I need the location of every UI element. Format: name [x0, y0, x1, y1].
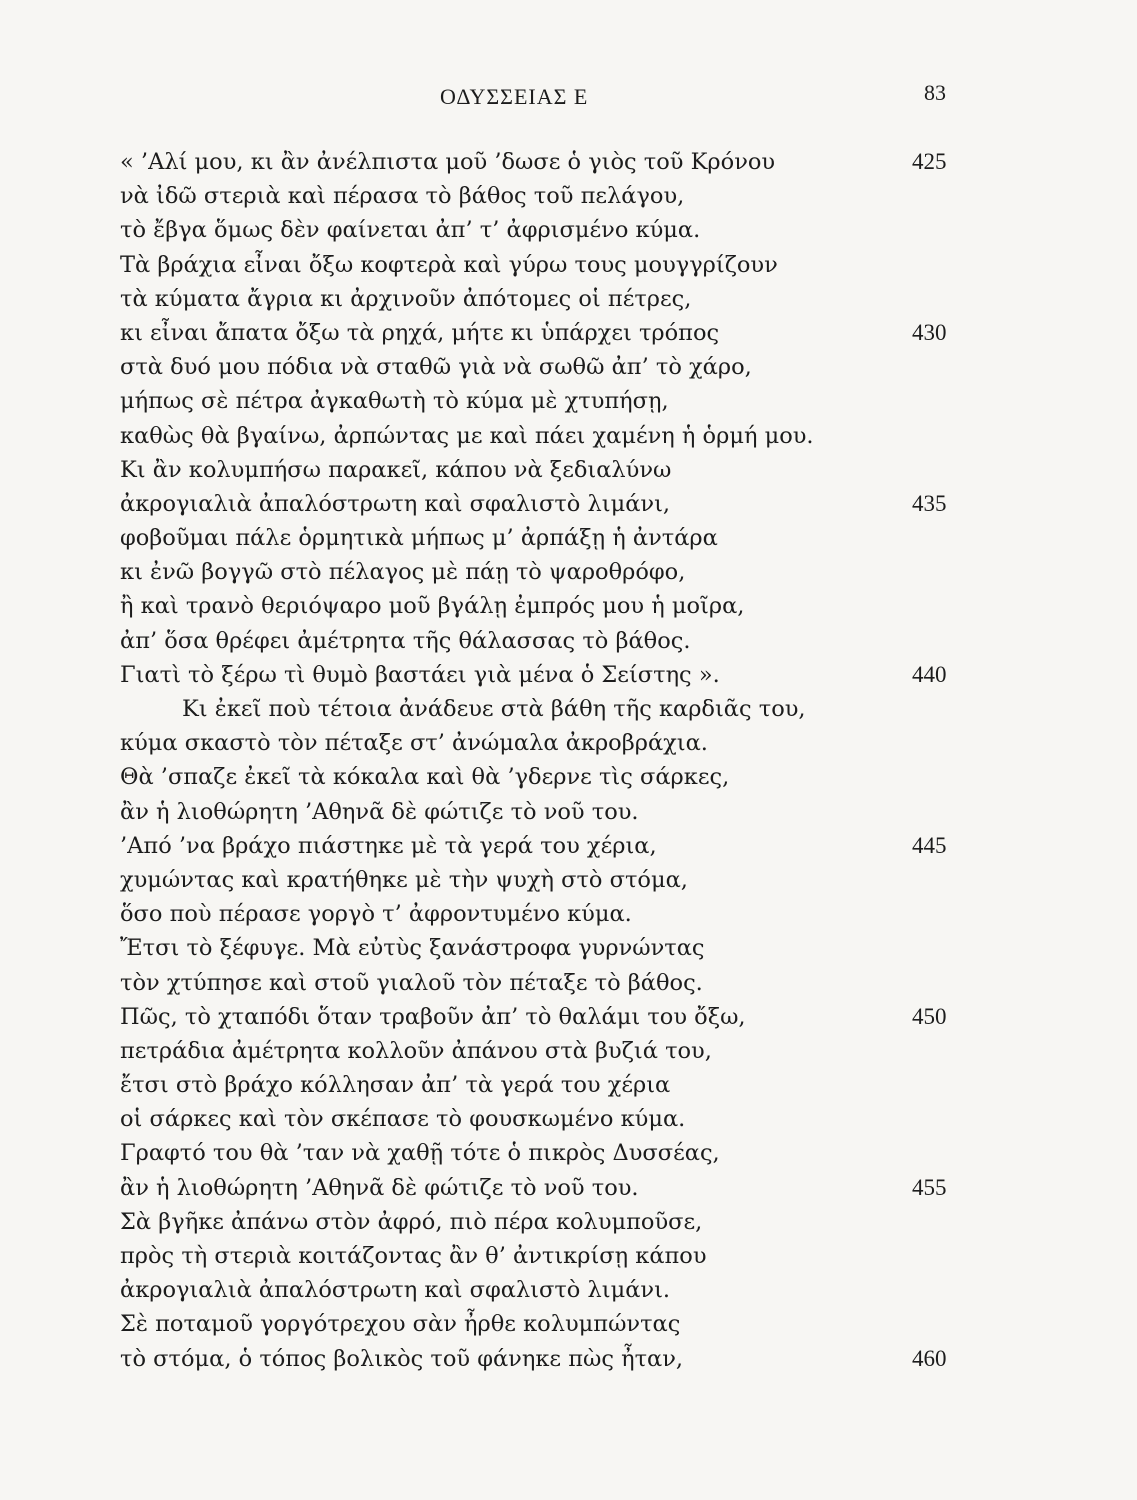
verse-line — [0, 1000, 1137, 1034]
verse-line — [0, 726, 1137, 760]
verse-text: τὸ στόμα, ὁ τόπος βολικὸς τοῦ φάνηκε πὼς ἦταν, — [120, 1345, 684, 1372]
verse-line — [0, 829, 1137, 863]
verse-line — [0, 1307, 1137, 1341]
verse-text: ἂν ἡ λιοθώρητη ’Αθηνᾶ δὲ φώτιζε τὸ νοῦ του. — [120, 798, 639, 825]
verse-text: τὸν χτύπησε καὶ στοῦ γιαλοῦ τὸν πέταξε τὸ βάθος. — [120, 969, 703, 996]
verse-line — [0, 1273, 1137, 1307]
verse-text: ἀπ’ ὅσα θρέφει ἀμέτρητα τῆς θάλασσας τὸ βάθος. — [120, 627, 691, 654]
page-header — [0, 80, 1137, 120]
verse-text: ἂν ἡ λιοθώρητη ’Αθηνᾶ δὲ φώτιζε τὸ νοῦ του. — [120, 1174, 639, 1201]
line-number: 450 — [912, 1003, 947, 1029]
verse-line — [0, 282, 1137, 316]
verse-text: κύμα σκαστὸ τὸν πέταξε στ’ ἀνώμαλα ἀκροβράχια. — [120, 730, 708, 757]
verse-line — [0, 1342, 1137, 1376]
verse-line — [0, 145, 1137, 179]
verse-line — [0, 1068, 1137, 1102]
verse-line — [0, 1205, 1137, 1239]
verse-line — [0, 213, 1137, 247]
verse-text: ἔτσι στὸ βράχο κόλλησαν ἀπ’ τὰ γερά του χέρια — [120, 1072, 671, 1099]
verse-text: Σὰ βγῆκε ἀπάνω στὸν ἀφρό, πιὸ πέρα κολυμποῦσε, — [120, 1208, 703, 1235]
verse-block — [0, 145, 1137, 1376]
verse-line — [0, 384, 1137, 418]
verse-text: Πῶς, τὸ χταπόδι ὅταν τραβοῦν ἀπ’ τὸ θαλάμι του ὄξω, — [120, 1003, 746, 1030]
verse-text: ’Από ’να βράχο πιάστηκε μὲ τὰ γερά του χέρια, — [120, 832, 657, 859]
verse-line — [0, 1034, 1137, 1068]
verse-text: Γραφτό του θὰ ’ταν νὰ χαθῇ τότε ὁ πικρὸς Δυσσέας, — [120, 1140, 720, 1167]
verse-line — [0, 521, 1137, 555]
verse-line — [0, 1136, 1137, 1170]
verse-line — [0, 658, 1137, 692]
line-number: 460 — [912, 1345, 947, 1371]
verse-text: « ’Αλί μου, κι ἂν ἀνέλπιστα μοῦ ’δωσε ὁ γιὸς τοῦ Κρόνου — [120, 149, 776, 175]
verse-line — [0, 1171, 1137, 1205]
verse-text: κι ἐνῶ βογγῶ στὸ πέλαγος μὲ πάῃ τὸ ψαροθρόφο, — [120, 559, 686, 586]
verse-text: τὸ ἔβγα ὅμως δὲν φαίνεται ἀπ’ τ’ ἀφρισμένο κύμα. — [120, 217, 701, 244]
verse-line — [0, 897, 1137, 931]
verse-line — [0, 316, 1137, 350]
verse-text: οἱ σάρκες καὶ τὸν σκέπασε τὸ φουσκωμένο κύμα. — [120, 1106, 686, 1133]
verse-text: ἢ καὶ τρανὸ θεριόψαρο μοῦ βγάλῃ ἐμπρός μου ἡ μοῖρα, — [120, 593, 745, 620]
verse-line — [0, 760, 1137, 794]
line-number: 445 — [912, 832, 947, 858]
verse-line — [0, 487, 1137, 521]
line-number: 430 — [912, 319, 947, 345]
verse-text: χυμώντας καὶ κρατήθηκε μὲ τὴν ψυχὴ στὸ στόμα, — [120, 866, 688, 893]
verse-line — [0, 1102, 1137, 1136]
line-number: 440 — [912, 661, 947, 687]
verse-text: Θὰ ’σπαζε ἐκεῖ τὰ κόκαλα καὶ θὰ ’γδερνε τὶς σάρκες, — [120, 764, 730, 791]
page-number: 83 — [924, 80, 946, 105]
verse-line — [0, 692, 1137, 726]
verse-text: ἀκρογιαλιὰ ἀπαλόστρωτη καὶ σφαλιστὸ λιμάνι. — [120, 1277, 671, 1304]
verse-line — [0, 863, 1137, 897]
line-number: 435 — [912, 490, 947, 516]
verse-text: μήπως σὲ πέτρα ἀγκαθωτὴ τὸ κύμα μὲ χτυπήσῃ, — [120, 388, 669, 415]
verse-text: πετράδια ἀμέτρητα κολλοῦν ἀπάνου στὰ βυζιά του, — [120, 1037, 712, 1064]
verse-line — [0, 248, 1137, 282]
verse-text: ὅσο ποὺ πέρασε γοργὸ τ’ ἀφροντυμένο κύμα. — [120, 901, 632, 928]
verse-text: ἀκρογιαλιὰ ἀπαλόστρωτη καὶ σφαλιστὸ λιμάνι, — [120, 490, 671, 517]
verse-text: Κι ἐκεῖ ποὺ τέτοια ἀνάδευε στὰ βάθη τῆς καρδιᾶς του, — [182, 696, 806, 722]
verse-line — [0, 350, 1137, 384]
verse-line — [0, 1239, 1137, 1273]
verse-text: νὰ ἰδῶ στεριὰ καὶ πέρασα τὸ βάθος τοῦ πελάγου, — [120, 183, 685, 210]
verse-text: Σὲ ποταμοῦ γοργότρεχου σὰν ἦρθε κολυμπώντας — [120, 1311, 681, 1338]
verse-text: καθὼς θὰ βγαίνω, ἀρπώντας με καὶ πάει χαμένη ἡ ὁρμή μου. — [120, 422, 814, 449]
verse-text: στὰ δυό μου πόδια νὰ σταθῶ γιὰ νὰ σωθῶ ἀπ’ τὸ χάρο, — [120, 354, 752, 381]
verse-line — [0, 795, 1137, 829]
line-number: 425 — [912, 149, 947, 174]
verse-line — [0, 555, 1137, 589]
verse-line — [0, 931, 1137, 965]
verse-text: τὰ κύματα ἄγρια κι ἀρχινοῦν ἀπότομες οἱ πέτρες, — [120, 285, 692, 312]
verse-line — [0, 453, 1137, 487]
line-number: 455 — [912, 1174, 947, 1200]
verse-text: Ἔτσι τὸ ξέφυγε. Μὰ εὐτὺς ξανάστροφα γυρνώντας — [120, 935, 705, 962]
verse-text: φοβοῦμαι πάλε ὁρμητικὰ μήπως μ’ ἀρπάξῃ ἡ ἀντάρα — [120, 525, 718, 552]
verse-text: πρὸς τὴ στεριὰ κοιτάζοντας ἂν θ’ ἀντικρίσῃ κάπου — [120, 1243, 707, 1269]
verse-text: Τὰ βράχια εἶναι ὄξω κοφτερὰ καὶ γύρω τους μουγγρίζουν — [120, 251, 778, 278]
verse-line — [0, 589, 1137, 623]
verse-text: κι εἶναι ἄπατα ὄξω τὰ ρηχά, μήτε κι ὑπάρχει τρόπος — [120, 319, 720, 346]
verse-line — [0, 966, 1137, 1000]
verse-text: Γιατὶ τὸ ξέρω τὶ θυμὸ βαστάει γιὰ μένα ὁ Σείστης ». — [120, 661, 720, 688]
running-title: ΟΔΥΣΣΕΙΑΣ Ε — [440, 84, 589, 109]
verse-line — [0, 179, 1137, 213]
verse-line — [0, 419, 1137, 453]
verse-line — [0, 624, 1137, 658]
verse-text: Κι ἂν κολυμπήσω παρακεῖ, κάπου νὰ ξεδιαλύνω — [120, 456, 672, 483]
